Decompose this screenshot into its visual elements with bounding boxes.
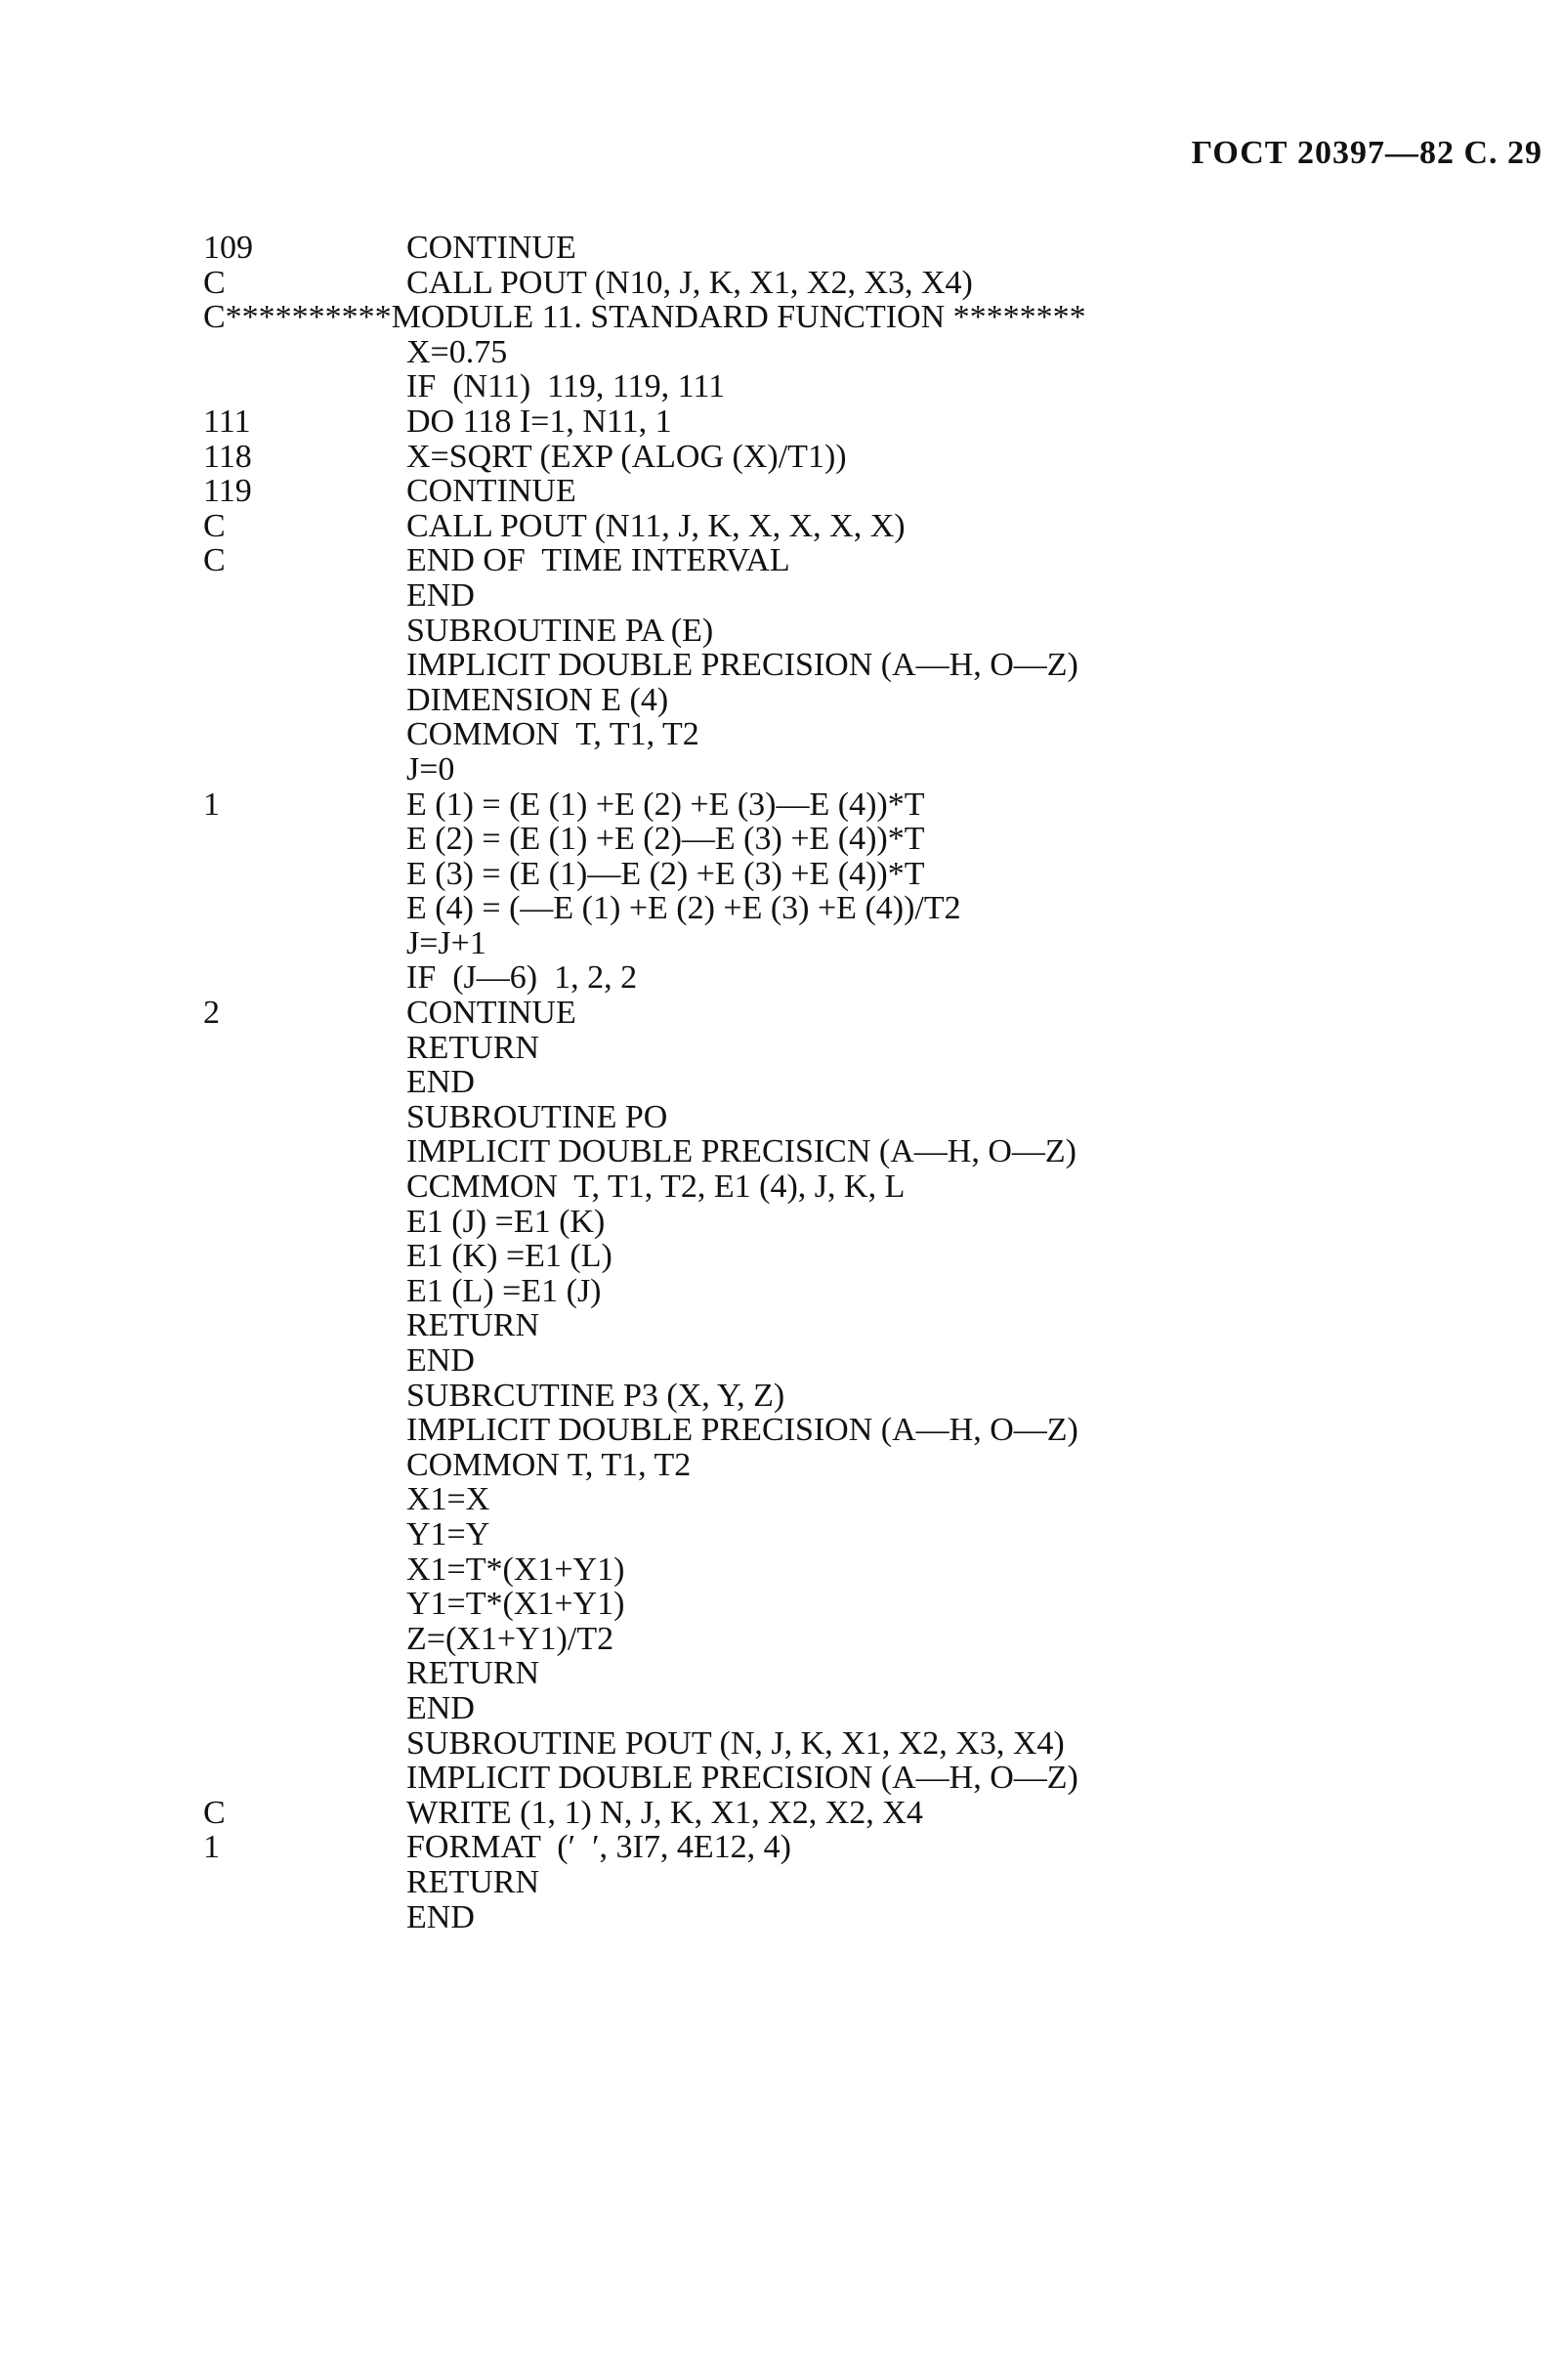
statement-text: E (3) = (E (1)—E (2) +E (3) +E (4))*T [406,855,925,892]
code-line [203,1239,1473,1274]
code-line [203,1587,1473,1622]
statement-text: RETURN [406,1307,539,1344]
statement-label: 1 [203,1829,220,1866]
statement-text: X1=T*(X1+Y1) [406,1551,625,1588]
statement-text: Z=(X1+Y1)/T2 [406,1620,614,1657]
code-line [203,891,1473,926]
statement-text: END [406,1342,475,1379]
statement-text: CONTINUE [406,473,576,510]
code-line [203,1796,1473,1831]
code-line [203,752,1473,787]
statement-text: RETURN [406,1655,539,1692]
statement-text: Y1=Y [406,1515,490,1552]
statement-text: J=0 [406,750,455,787]
code-line [203,1448,1473,1483]
code-line [203,1622,1473,1657]
statement-text: CONTINUE [406,995,576,1032]
code-line [203,509,1473,544]
code-line [203,1517,1473,1552]
code-line [203,787,1473,823]
code-line [203,822,1473,857]
code-line [203,474,1473,509]
statement-label: 2 [203,995,220,1032]
code-line [203,1065,1473,1100]
code-line [203,996,1473,1031]
code-line [203,1726,1473,1762]
statement-text: SUBRCUTINE P3 (X, Y, Z) [406,1377,785,1414]
statement-text: IF (J—6) 1, 2, 2 [406,959,638,997]
statement-text: CCMMON T, T1, T2, E1 (4), J, K, L [406,1169,906,1206]
code-line [203,1134,1473,1169]
statement-text: CALL POUT (N11, J, K, X, X, X, X) [406,507,906,544]
statement-text: SUBROUTINE POUT (N, J, K, X1, X2, X3, X4) [406,1724,1065,1762]
code-line [203,440,1473,475]
page-header: ГОСТ 20397—82 С. 29 [1191,135,1542,171]
code-line [203,335,1473,370]
code-line [203,266,1473,301]
statement-text: END [406,1898,475,1935]
code-line [203,717,1473,752]
statement-text: COMMON T, T1, T2 [406,716,699,753]
code-line [203,1830,1473,1865]
statement-text: DIMENSION E (4) [406,681,669,718]
statement-label: 1 [203,786,220,823]
statement-text: X=SQRT (EXP (ALOG (X)/T1)) [406,438,847,475]
code-listing [203,231,1473,1934]
statement-text: COMMON T, T1, T2 [406,1446,692,1483]
statement-text: END [406,1689,475,1726]
statement-text: IMPLICIT DOUBLE PRECISION (A—H, O—Z) [406,1412,1078,1449]
statement-text: E (2) = (E (1) +E (2)—E (3) +E (4))*T [406,821,925,858]
code-line [203,857,1473,892]
code-line [203,1865,1473,1900]
code-line [203,1308,1473,1343]
statement-label: 118 [203,438,252,475]
code-line [203,683,1473,718]
statement-text: DO 118 I=1, N11, 1 [406,403,672,440]
statement-text: END OF TIME INTERVAL [406,542,790,579]
code-line [203,231,1473,266]
statement-text: IMPLICIT DOUBLE PRECISION (A—H, O—Z) [406,647,1078,684]
code-line [203,960,1473,996]
statement-text: END [406,1064,475,1101]
statement-text: IMPLICIT DOUBLE PRECISION (A—H, O—Z) [406,1760,1078,1797]
code-line [203,543,1473,578]
code-line [203,1031,1473,1066]
code-line [203,300,1473,335]
code-line [203,1761,1473,1796]
code-line [203,1379,1473,1414]
code-line [203,1100,1473,1135]
statement-label: 119 [203,473,252,510]
statement-text: END [406,576,475,614]
statement-text: E1 (K) =E1 (L) [406,1238,612,1275]
statement-text: Y1=T*(X1+Y1) [406,1586,625,1623]
statement-text: FORMAT (′ ′, 3I7, 4E12, 4) [406,1829,791,1866]
statement-text: CALL POUT (N10, J, K, X1, X2, X3, X4) [406,264,973,301]
statement-label: 111 [203,403,251,440]
statement-text: X1=X [406,1481,490,1518]
code-line [203,404,1473,440]
code-line [203,648,1473,683]
statement-text: CONTINUE [406,230,576,266]
code-line [203,614,1473,649]
statement-label: C [203,264,226,301]
code-line [203,1205,1473,1240]
code-line [203,926,1473,961]
statement-text: X=0.75 [406,333,508,370]
code-line [203,1413,1473,1448]
module-banner: C**********MODULE 11. STANDARD FUNCTION ******** [203,299,1086,336]
code-line [203,578,1473,614]
code-line [203,1691,1473,1726]
statement-label: 109 [203,230,253,266]
statement-text: IF (N11) 119, 119, 111 [406,368,726,405]
code-line [203,1656,1473,1691]
statement-text: SUBROUTINE PA (E) [406,612,714,649]
statement-text: IMPLICIT DOUBLE PRECISICN (A—H, O—Z) [406,1133,1077,1170]
statement-label: C [203,507,226,544]
statement-text: RETURN [406,1863,539,1900]
statement-text: J=J+1 [406,924,486,961]
statement-text: WRITE (1, 1) N, J, K, X1, X2, X2, X4 [406,1794,923,1831]
statement-text: E (4) = (—E (1) +E (2) +E (3) +E (4))/T2 [406,890,961,927]
statement-text: RETURN [406,1029,539,1066]
code-line [203,1343,1473,1379]
statement-text: E1 (J) =E1 (K) [406,1203,606,1240]
code-line [203,1274,1473,1309]
statement-text: SUBROUTINE PO [406,1098,668,1135]
code-line [203,369,1473,404]
code-line [203,1482,1473,1517]
statement-label: C [203,1794,226,1831]
code-line [203,1552,1473,1588]
code-line [203,1900,1473,1935]
code-line [203,1169,1473,1205]
statement-text: E (1) = (E (1) +E (2) +E (3)—E (4))*T [406,786,925,823]
statement-label: C [203,542,226,579]
statement-text: E1 (L) =E1 (J) [406,1272,602,1309]
